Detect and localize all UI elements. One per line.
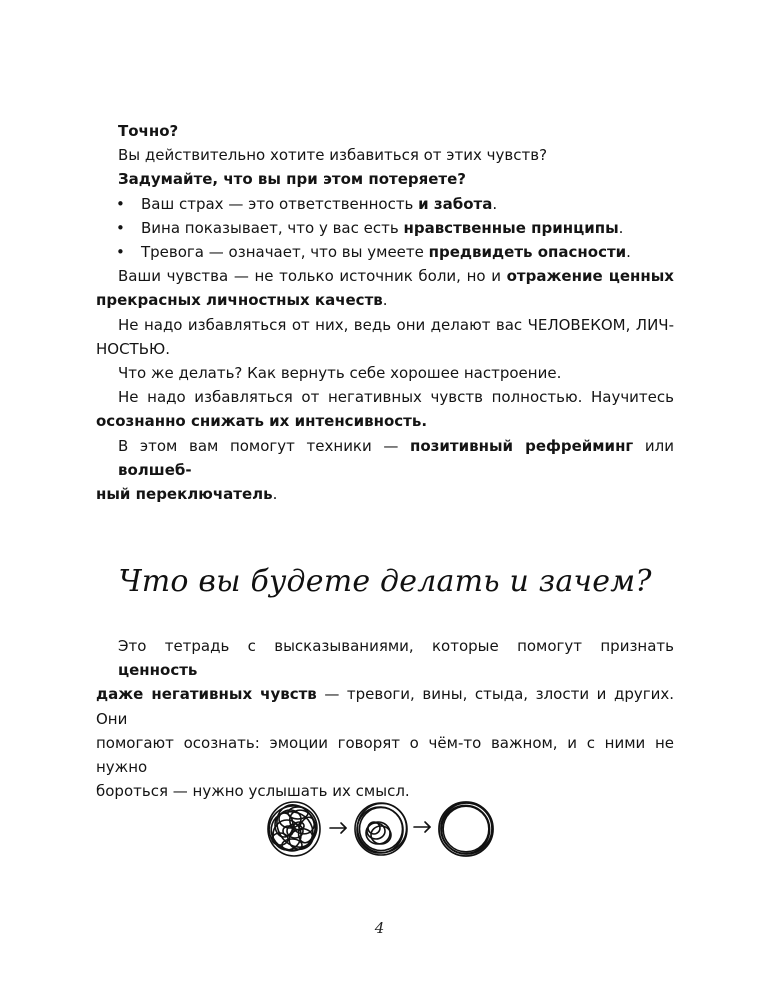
arrow-right-icon — [330, 823, 346, 833]
clean-circle-icon — [439, 802, 493, 856]
question-exact: Точно? — [118, 122, 179, 140]
intro-line-1: Это тетрадь с высказываниями, которые помогут признать ценность — [118, 637, 674, 680]
intro-line-4: бороться — нужно услышать их смысл. — [96, 782, 410, 801]
bullet-icon: • — [116, 243, 125, 262]
paragraph-techniques-line-1: В этом вам помогут техники — позитивный рефрейминг или волшеб- — [118, 436, 674, 479]
bullet-item-fear: • Ваш страх — это ответственность и забота. — [96, 192, 674, 216]
paragraph-reduce-line-1: Не надо избавляться от негативных чувств полностью. Научитесь — [118, 388, 674, 407]
intro-line-2: даже негативных чувств — тревоги, вины, стыда, злости и других. Они — [96, 685, 674, 728]
paragraph-feelings-line-2: прекрасных личностных качеств. — [96, 291, 388, 310]
section-heading: Что вы будете делать и зачем? — [118, 564, 652, 599]
page-number: 4 — [374, 919, 385, 937]
intro-text-block — [96, 634, 674, 803]
arrow-right-icon — [414, 822, 430, 832]
intro-line-3: помогают осознать: эмоции говорят о чём-то важном, и с ними не нужно — [96, 733, 674, 777]
question-really: Вы действительно хотите избавиться от этих чувств? — [118, 146, 548, 165]
bullet-icon: • — [116, 194, 125, 213]
paragraph-feelings-line-1: Ваши чувства — не только источник боли, но и отражение ценных — [118, 267, 674, 286]
loosening-scribble-icon — [355, 803, 407, 855]
scribble-illustration-svg — [262, 795, 502, 863]
paragraph-reduce-line-2: осознанно снижать их интенсивность. — [96, 412, 428, 431]
question-think: Задумайте, что вы при этом потеряете? — [118, 170, 467, 189]
bullet-item-anxiety: • Тревога — означает, что вы умеете предвидеть опасности. — [96, 240, 674, 264]
bullet-item-guilt: • Вина показывает, что у вас есть нравственные принципы. — [96, 216, 674, 240]
paragraph-human-line-1: Не надо избавляться от них, ведь они делают вас ЧЕЛОВЕКОМ, ЛИЧ- — [118, 315, 674, 334]
paragraph-what-to-do: Что же делать? Как вернуть себе хорошее настроение. — [118, 364, 562, 383]
paragraph-techniques-line-2: ный переключатель. — [96, 485, 278, 504]
feelings-text-block — [96, 119, 674, 506]
tangled-scribble-icon — [264, 798, 322, 856]
paragraph-human-line-2: НОСТЬЮ. — [96, 339, 170, 358]
scribble-illustration — [262, 795, 502, 863]
bullet-icon: • — [116, 218, 125, 237]
